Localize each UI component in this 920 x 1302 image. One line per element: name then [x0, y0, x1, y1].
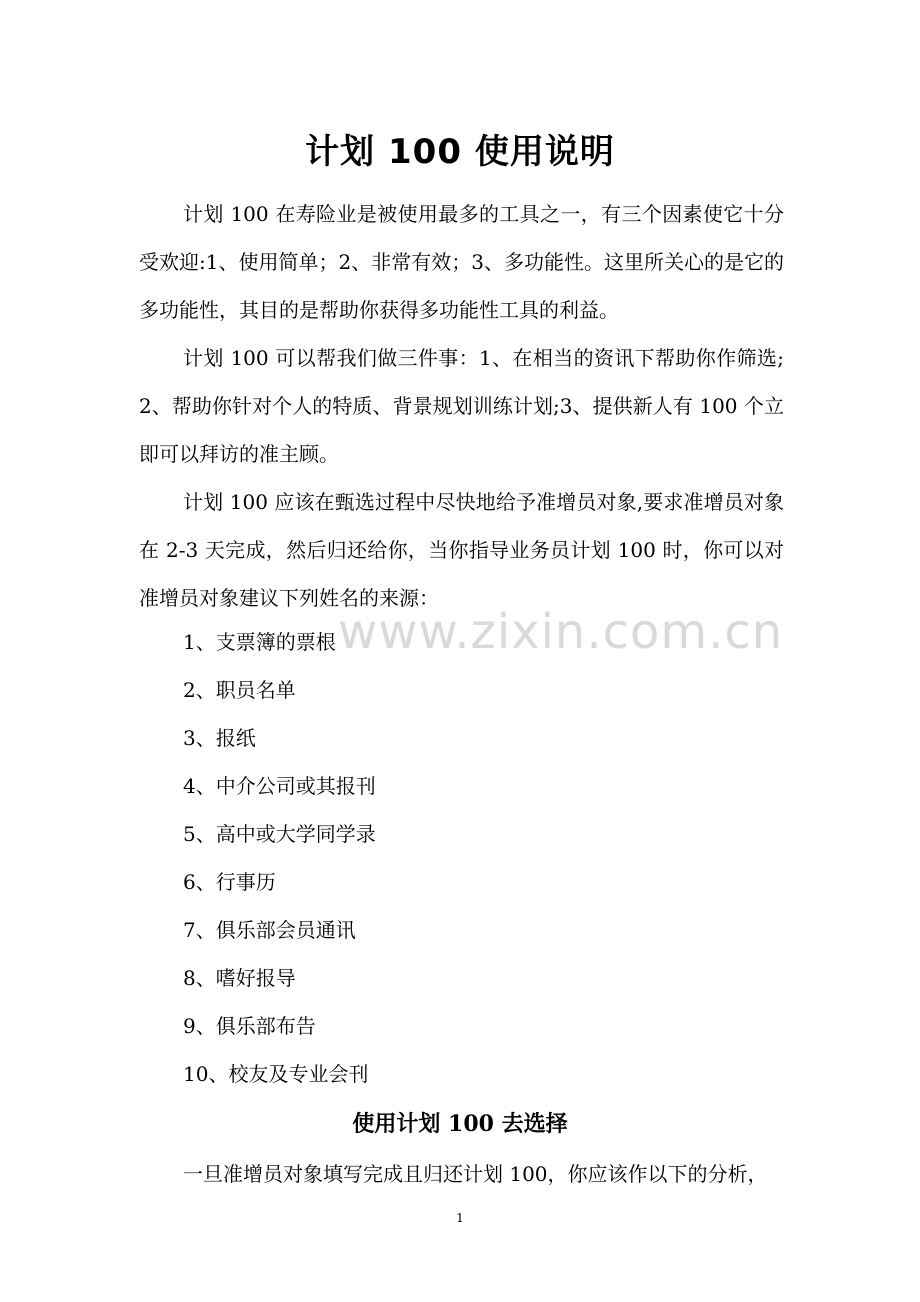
list-item: 9、俱乐部布告: [183, 1014, 316, 1038]
watermark: www.zixin.com.cn: [338, 604, 784, 660]
list-item: 4、中介公司或其报刊: [183, 774, 376, 798]
list-item: 10、校友及专业会刊: [183, 1062, 369, 1086]
list-item: 1、支票簿的票根: [183, 630, 336, 654]
paragraph-three-things: 计划 100 可以帮我们做三件事：1、在相当的资讯下帮助你作筛选; 2、帮助你针对个人的特质、背景规划训练计划;3、提供新人有 100 个立即可以拜访的准主顾。: [139, 346, 784, 466]
list-item: 2、职员名单: [183, 678, 296, 702]
paragraph-intro: 计划 100 在寿险业是被使用最多的工具之一，有三个因素使它十分受欢迎:1、使用简单；2、非常有效；3、多功能性。这里所关心的是它的多功能性，其目的是帮助你获得多功能性工具的利益。: [139, 202, 784, 322]
list-item: 3、报纸: [183, 726, 256, 750]
paragraph-name-sources: 计划 100 应该在甄选过程中尽快地给予准增员对象,要求准增员对象在 2-3 天完成，然后归还给你，当你指导业务员计划 100 时，你可以对准增员对象建议下列姓名的来源：: [139, 490, 784, 610]
list-item: 5、高中或大学同学录: [183, 822, 376, 846]
section-subheading: 使用计划 100 去选择: [352, 1111, 568, 1137]
page-number: 1: [456, 1211, 464, 1225]
list-item: 8、嗜好报导: [183, 966, 296, 990]
document-title: 计划 100 使用说明: [305, 132, 615, 172]
list-item: 6、行事历: [183, 870, 276, 894]
list-item: 7、俱乐部会员通讯: [183, 918, 356, 942]
paragraph-closing: 一旦准增员对象填写完成且归还计划 100，你应该作以下的分析，: [183, 1162, 768, 1186]
